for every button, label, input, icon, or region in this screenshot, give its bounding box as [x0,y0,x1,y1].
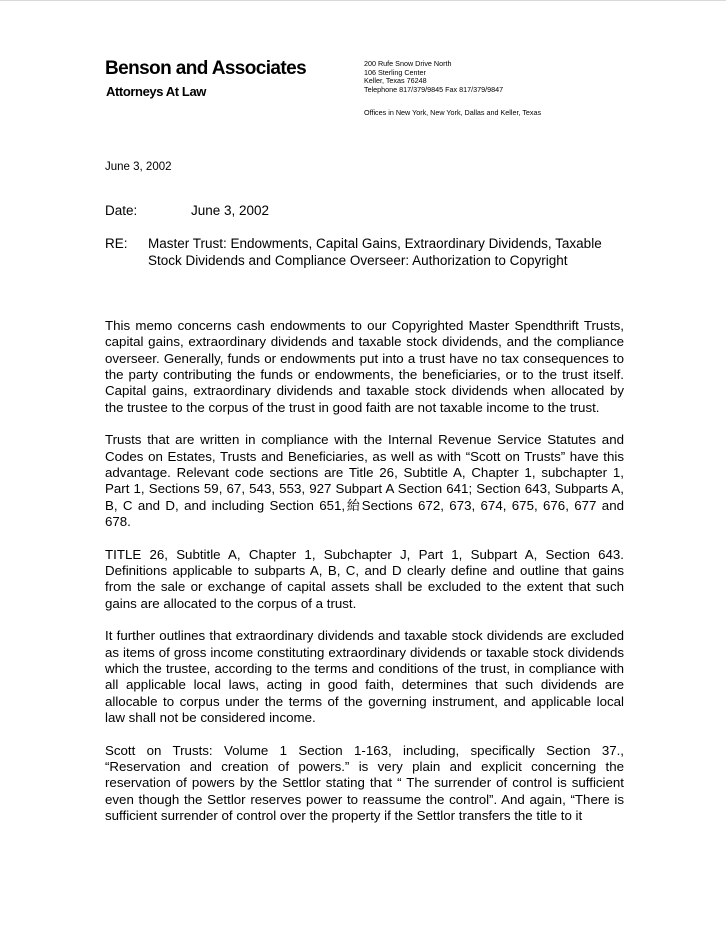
body-paragraph: Scott on Trusts: Volume 1 Section 1-163, including, specifically Section 37., “Reservation and creation of powers.” is very plain and explicit concerning the reservation of powers by the Settlor stating that “ The surrender of control is sufficient even though the Settlor reserves power to reassume the control”. And again, “There is sufficient surrender of control over the property if the Settlor transfers the title to it [105,742,624,824]
address-line: 106 Sterling Center [364,67,426,77]
memo-re-label: RE: [105,236,128,251]
memo-re-subject: Master Trust: Endowments, Capital Gains, Extraordinary Dividends, Taxable Stock Dividends and Compliance Overseer: Authorization to Copyright [148,236,602,268]
address-line: Keller, Texas 76248 [364,76,427,85]
memo-body [105,318,624,841]
offices-line: Offices in New York, New York, Dallas and Keller, Texas [364,108,542,117]
firm-subtitle: Attorneys At Law [106,84,207,99]
memo-date-label: Date: [105,203,138,218]
body-paragraph: Trusts that are written in compliance with the Internal Revenue Service Statutes and Codes on Estates, Trusts and Beneficiaries, as well as with “Scott on Trusts” have this advantage. Relevant code sections are Title 26, Subtitle A, Chapter 1, subchapter 1, Part 1, Sections 59, 67, 543, 553, 927 Subpart A Section 641; Section 643, Subparts A, B, C and D, and including Section 651,紿Sections 672, 673, 674, 675, 676, 677 and 678. [105,432,624,530]
phone-fax-line: Telephone 817/379/9845 Fax 817/379/9847 [364,84,504,94]
body-paragraph: It further outlines that extraordinary dividends and taxable stock dividends are excluded as items of gross income constituting extraordinary dividends or taxable stock dividends which the trustee, according to the terms and conditions of the trust, in compliance with all applicable local laws, acting in good faith, determines that such dividends are allocable to corpus under the terms of the governing instrument, and applicable local law shall not be considered income. [105,628,624,726]
memo-date-value: June 3, 2002 [191,203,270,218]
body-paragraph: TITLE 26, Subtitle A, Chapter 1, Subchapter J, Part 1, Subpart A, Section 643. Definitions applicable to subparts A, B, C, and D clearly define and outline that gains from the sale or exchange of capital assets shall be excluded to the extent that such gains are allocated to the corpus of a trust. [105,546,624,611]
firm-address [364,60,503,94]
letter-date: June 3, 2002 [105,161,172,173]
body-paragraph: This memo concerns cash endowments to our Copyrighted Master Spendthrift Trusts, capital gains, extraordinary dividends and taxable stock dividends, and the compliance overseer. Generally, funds or endowments put into a trust have no tax consequences to the party contributing the funds or endowments, the beneficiaries, or to the trust itself. Capital gains, extraordinary dividends and taxable stock dividends when allocated by the trustee to the corpus of the trust in good faith are not taxable income to the trust. [105,318,624,415]
address-line: 200 Rufe Snow Drive North [364,59,452,68]
page-top-edge [0,0,726,1]
firm-name: Benson and Associates [105,58,307,79]
